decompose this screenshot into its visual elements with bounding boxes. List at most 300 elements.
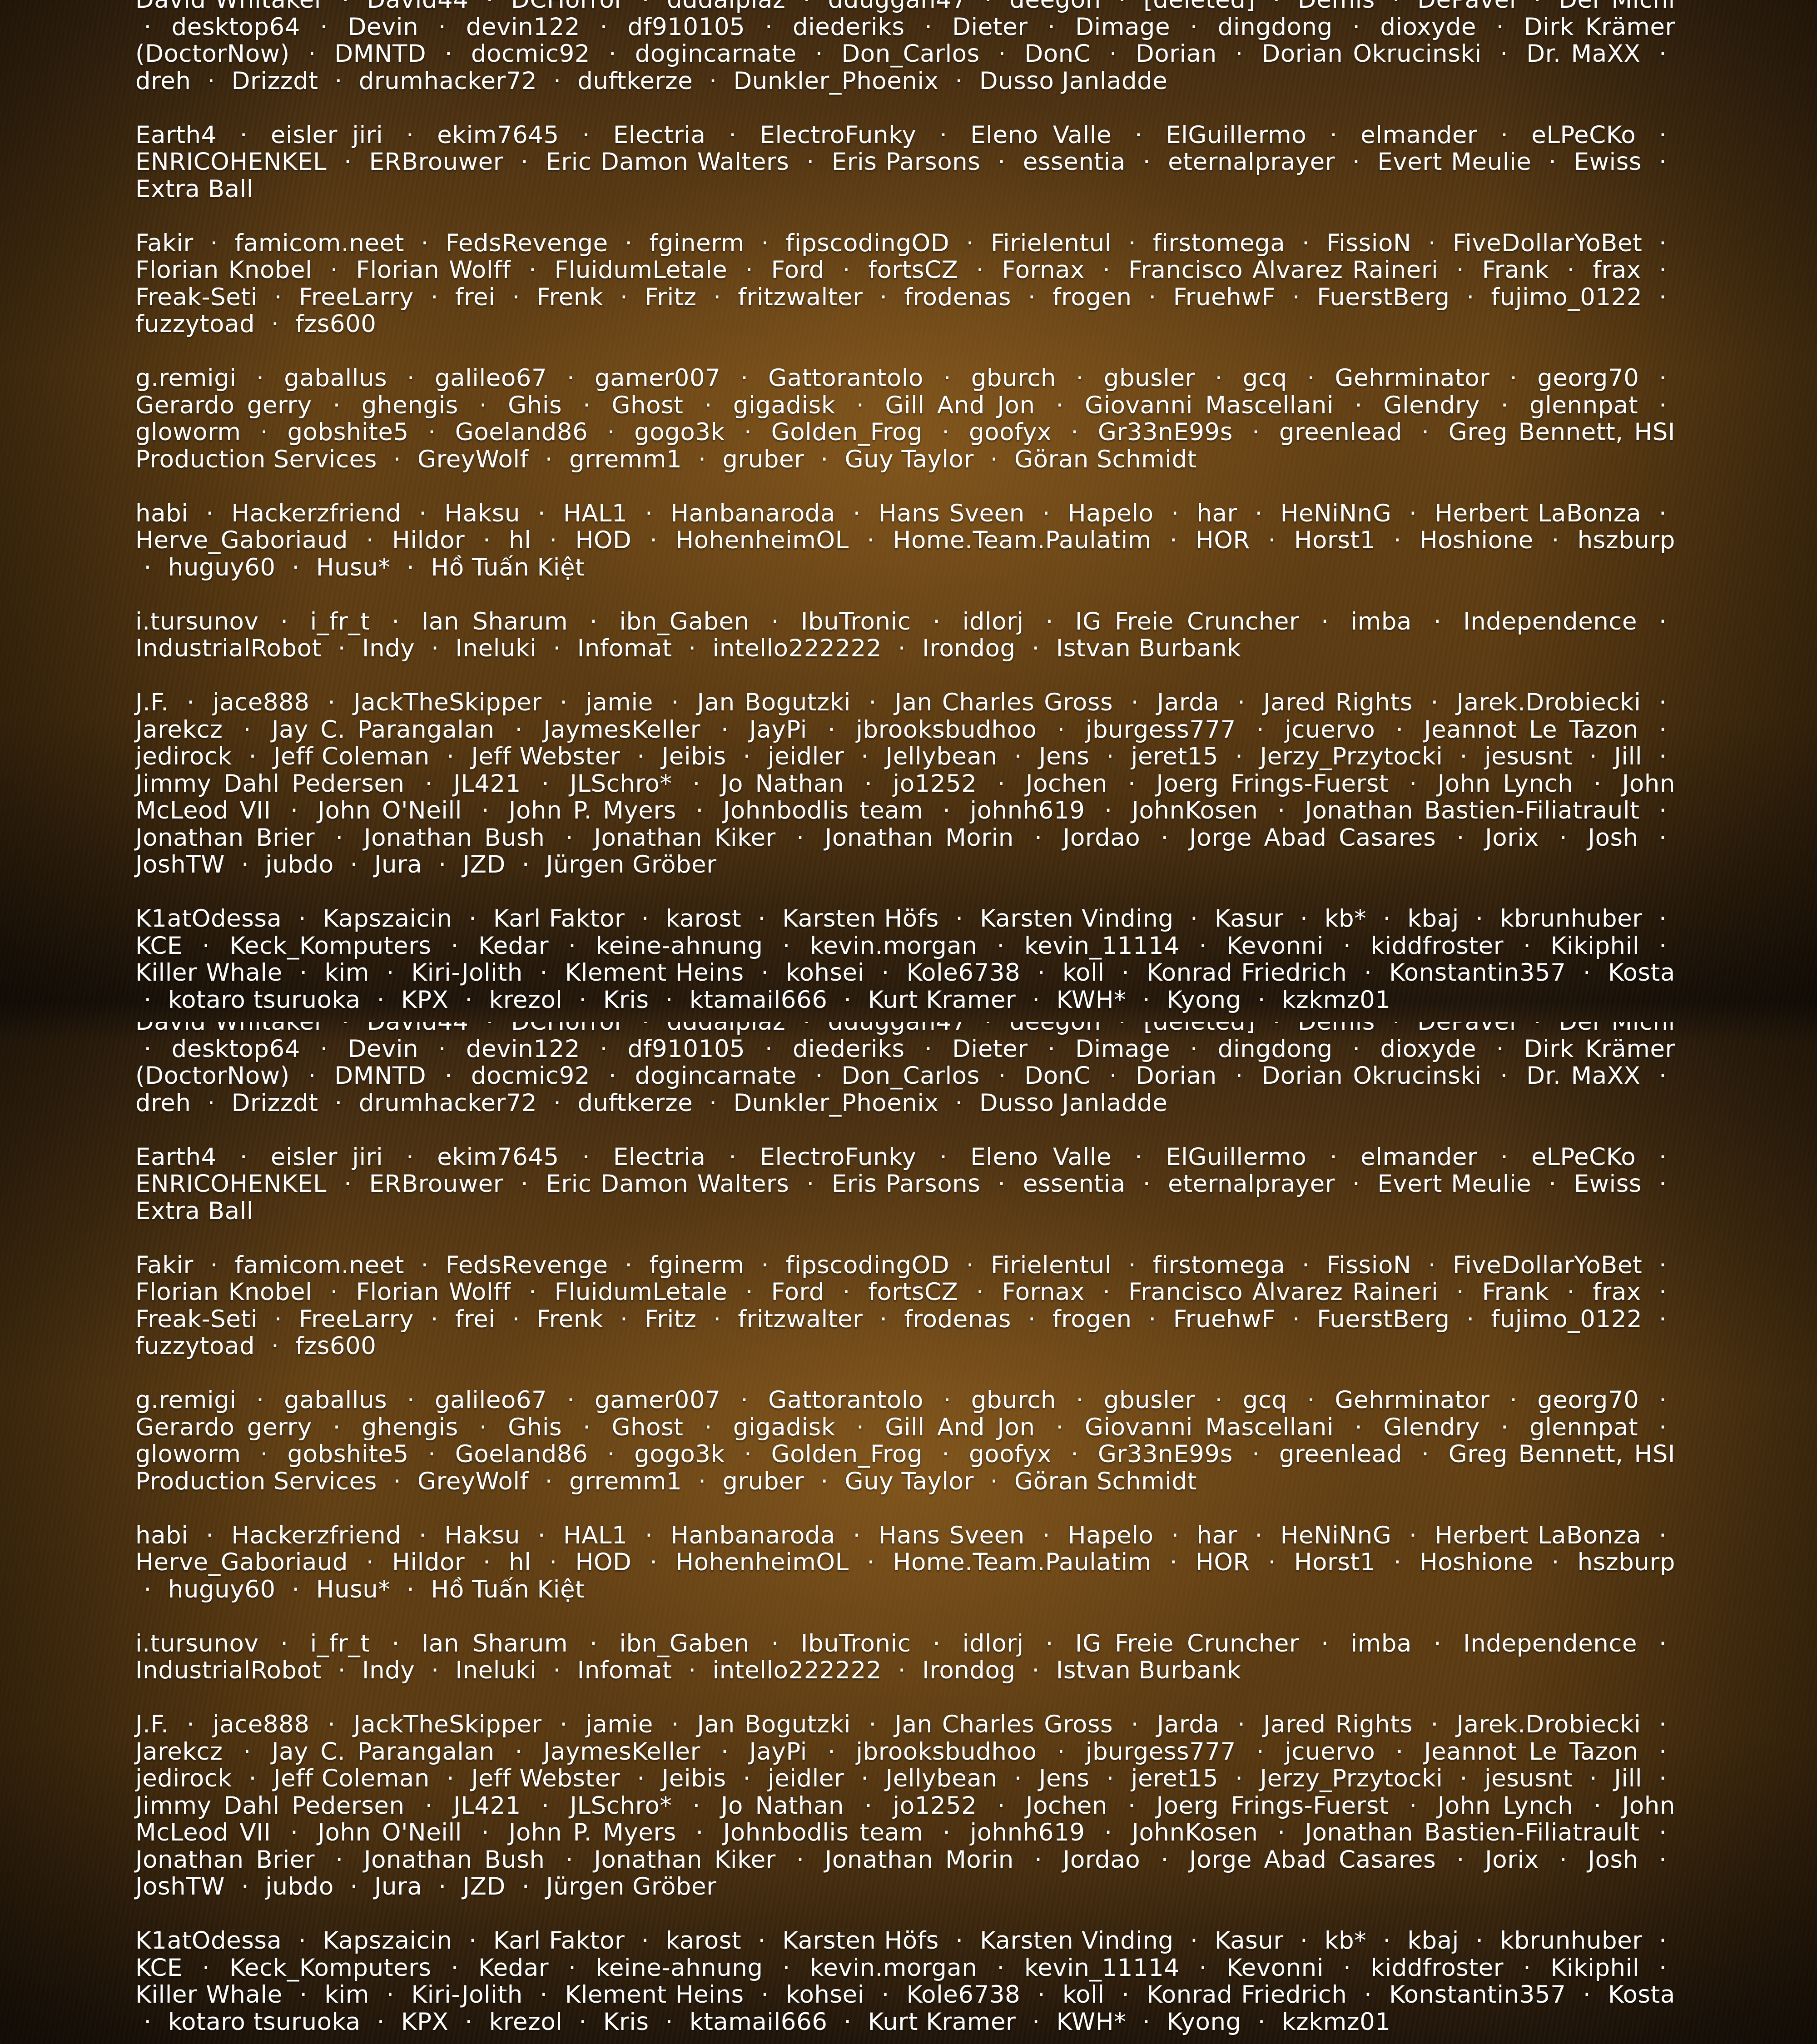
credit-name: John McLeod VII xyxy=(135,1792,1675,1847)
separator-dot: · xyxy=(283,1576,308,1603)
separator-dot: · xyxy=(1650,1251,1675,1279)
credit-name: jeidler xyxy=(768,1765,844,1792)
separator-dot: · xyxy=(411,1522,435,1549)
separator-dot: · xyxy=(398,1386,423,1414)
separator-dot: · xyxy=(947,1089,971,1117)
separator-dot: · xyxy=(705,283,730,311)
credit-name: Dirk Krämer (DoctorNow) xyxy=(135,13,1675,68)
credit-name: DonC xyxy=(1024,1062,1091,1090)
credit-name: i_fr_t xyxy=(310,608,370,635)
credit-name: Hans Sveen xyxy=(879,500,1025,527)
credit-name: kevin.morgan xyxy=(810,1954,978,1982)
credit-name: eisler jiri xyxy=(271,121,383,149)
separator-dot: · xyxy=(1651,824,1675,852)
credit-name: Frank xyxy=(1482,256,1549,284)
separator-dot: · xyxy=(1048,392,1072,419)
separator-dot: · xyxy=(1650,500,1675,527)
separator-dot: · xyxy=(873,1981,898,2009)
credit-name: Hildor xyxy=(392,1548,465,1576)
separator-dot: · xyxy=(1067,1386,1092,1414)
credit-name: devin122 xyxy=(466,1035,580,1063)
credit-name: kbaj xyxy=(1407,905,1459,933)
credit-name: Golden_Frog xyxy=(771,418,923,446)
credit-name: Keck_Komputers xyxy=(229,932,431,960)
separator-dot: · xyxy=(1023,1657,1048,1684)
separator-dot: · xyxy=(1096,797,1121,824)
separator-dot: · xyxy=(231,1143,256,1171)
credit-name: KCE xyxy=(135,1954,183,1982)
credit-name: JaymesKeller xyxy=(543,1738,700,1766)
credit-name: firstomega xyxy=(1153,1251,1285,1279)
credit-name: firstomega xyxy=(1153,229,1285,257)
credit-name: dingdong xyxy=(1218,1035,1333,1063)
separator-dot: · xyxy=(263,310,287,338)
separator-dot: · xyxy=(958,229,982,257)
credit-name: imba xyxy=(1350,608,1411,635)
credit-name: Don_Carlos xyxy=(841,40,979,68)
separator-dot: · xyxy=(457,2008,481,2036)
credit-name: Kapszaicin xyxy=(323,905,452,933)
credit-name: Dunkler_Phoenix xyxy=(733,67,938,95)
credit-name: Eris Parsons xyxy=(832,148,981,176)
separator-dot: · xyxy=(178,689,203,716)
separator-dot: · xyxy=(1291,905,1316,933)
credit-name: krezol xyxy=(489,2008,563,2036)
credit-name: Jorix xyxy=(1485,824,1539,852)
credit-name: Giovanni Mascellani xyxy=(1085,1414,1334,1441)
separator-dot: · xyxy=(1026,1846,1051,1874)
credit-name: ERBrouwer xyxy=(369,1170,503,1198)
credit-name: Istvan Burbank xyxy=(1056,1657,1241,1684)
credit-name: famicom.neet xyxy=(235,229,404,257)
credit-name: Earth4 xyxy=(135,1143,217,1171)
separator-dot: · xyxy=(720,1143,745,1171)
separator-dot: · xyxy=(1401,500,1425,527)
credit-name: jamie xyxy=(586,689,653,716)
separator-dot: · xyxy=(1098,743,1122,770)
credit-name: ghengis xyxy=(362,1414,458,1441)
credit-name: idlorj xyxy=(963,1630,1024,1657)
separator-dot: · xyxy=(1650,229,1675,257)
separator-dot: · xyxy=(750,905,774,933)
separator-dot: · xyxy=(272,608,297,635)
separator-dot: · xyxy=(1650,1170,1675,1198)
separator-dot: · xyxy=(1651,716,1675,744)
credit-name: Jonathan Kiker xyxy=(594,824,775,852)
separator-dot: · xyxy=(1094,256,1119,284)
separator-dot: · xyxy=(252,1440,276,1468)
credit-name: Kris xyxy=(603,986,649,1014)
credit-name: Hoshione xyxy=(1420,526,1534,554)
credit-name: ibn_Gaben xyxy=(619,608,749,635)
credit-name: kim xyxy=(324,1981,369,2009)
separator-dot: · xyxy=(1291,1927,1316,1955)
credit-name: ERBrouwer xyxy=(369,148,503,176)
credit-name: jesusnt xyxy=(1484,743,1573,770)
credit-name: Jo Nathan xyxy=(721,1792,844,1820)
credit-name: Ford xyxy=(771,1278,825,1306)
credit-name: Jill xyxy=(1614,743,1642,770)
separator-dot: · xyxy=(968,1278,992,1306)
credit-name: Hapelo xyxy=(1068,500,1154,527)
separator-dot: · xyxy=(1034,500,1058,527)
separator-dot: · xyxy=(233,851,257,878)
credit-name: K1atOdessa xyxy=(135,1927,282,1955)
credit-name: fortsCZ xyxy=(868,1278,958,1306)
credit-name: Hanbanaroda xyxy=(670,1522,835,1549)
credit-name: Jorge Abad Casares xyxy=(1189,1846,1436,1874)
separator-dot: · xyxy=(871,1305,896,1333)
separator-dot: · xyxy=(1559,256,1583,284)
separator-dot: · xyxy=(1161,526,1186,554)
credit-name: Dusso Janladde xyxy=(979,67,1168,95)
credit-name: Gehrminator xyxy=(1335,364,1489,392)
credit-name: Killer Whale xyxy=(135,1981,283,2009)
separator-dot: · xyxy=(1134,148,1159,176)
credit-name: JLSchro* xyxy=(570,770,672,798)
separator-dot: · xyxy=(1098,1765,1122,1792)
separator-dot: · xyxy=(641,1548,666,1576)
separator-dot: · xyxy=(1344,1170,1368,1198)
separator-dot: · xyxy=(600,1062,625,1090)
credit-name: ElectroFunky xyxy=(760,121,917,149)
separator-dot: · xyxy=(860,689,885,716)
credit-name: Jerzy_Przytocki xyxy=(1260,1765,1443,1792)
credit-name: frogen xyxy=(1052,1305,1132,1333)
credit-name: Göran Schmidt xyxy=(1014,446,1197,473)
separator-dot: · xyxy=(696,392,720,419)
credit-name: johnh619 xyxy=(970,1819,1085,1846)
separator-dot: · xyxy=(272,1630,297,1657)
credit-name: i.tursunov xyxy=(135,608,258,635)
separator-dot: · xyxy=(1182,13,1206,41)
credit-name: Jürgen Gröber xyxy=(546,1873,716,1900)
separator-dot: · xyxy=(312,13,336,41)
separator-dot: · xyxy=(1096,1819,1121,1846)
credit-name: Ineluki xyxy=(455,1657,536,1684)
separator-dot: · xyxy=(834,1278,859,1306)
credit-name: FuerstBerg xyxy=(1317,283,1450,311)
separator-dot: · xyxy=(1515,932,1539,960)
credit-name: FuerstBerg xyxy=(1317,1305,1450,1333)
credit-name: Jan Bogutzki xyxy=(697,1711,851,1738)
credit-name: Hackerzfriend xyxy=(231,500,401,527)
credit-name: JZD xyxy=(463,1873,506,1900)
separator-dot: · xyxy=(1101,1062,1125,1090)
separator-dot: · xyxy=(560,1954,585,1982)
credit-name: Josh xyxy=(1588,824,1638,852)
separator-dot: · xyxy=(990,1062,1014,1090)
separator-dot: · xyxy=(1355,959,1380,987)
credit-name: JackTheSkipper xyxy=(353,1711,541,1738)
credit-name: jace888 xyxy=(213,689,310,716)
separator-dot: · xyxy=(916,1035,941,1063)
separator-dot: · xyxy=(1246,1522,1271,1549)
separator-dot: · xyxy=(1140,1305,1165,1333)
credit-name: drumhacker72 xyxy=(359,1089,537,1117)
separator-dot: · xyxy=(1585,770,1610,798)
credit-name: Ghost xyxy=(611,1414,683,1441)
separator-dot: · xyxy=(541,526,566,554)
credit-name: Giovanni Mascellani xyxy=(1085,392,1334,419)
credit-name: Herbert LaBonza xyxy=(1435,1522,1641,1549)
credit-name: Karsten Höfs xyxy=(782,905,939,933)
credit-name: HeNiNnG xyxy=(1281,500,1392,527)
credit-name: greenlead xyxy=(1279,1440,1402,1468)
separator-dot: · xyxy=(198,500,222,527)
separator-dot: · xyxy=(551,1711,576,1738)
credit-name: JayPi xyxy=(749,1738,807,1766)
separator-dot: · xyxy=(398,364,423,392)
credit-name: IG Freie Cruncher xyxy=(1075,1630,1299,1657)
separator-dot: · xyxy=(520,1278,545,1306)
credit-name: Horst1 xyxy=(1294,526,1375,554)
separator-dot: · xyxy=(684,770,709,798)
credit-name: Karsten Höfs xyxy=(782,1927,939,1955)
separator-dot: · xyxy=(1335,932,1359,960)
credit-name: KCE xyxy=(135,932,183,960)
credit-name: K1atOdessa xyxy=(135,905,282,933)
separator-dot: · xyxy=(1244,1440,1268,1468)
separator-dot: · xyxy=(812,446,837,473)
separator-dot: · xyxy=(844,500,869,527)
credit-name: Kiri-Jolith xyxy=(411,1981,522,2009)
credit-name: kotaro tsuruoka xyxy=(168,2008,361,2036)
separator-dot: · xyxy=(342,1873,366,1900)
separator-dot: · xyxy=(735,1440,760,1468)
credit-name: georg70 xyxy=(1537,364,1639,392)
separator-dot: · xyxy=(266,283,290,311)
credit-name: Independence xyxy=(1463,1630,1637,1657)
separator-dot: · xyxy=(471,392,495,419)
separator-dot: · xyxy=(735,1765,759,1792)
credit-name: ktamail666 xyxy=(690,986,828,1014)
separator-dot: · xyxy=(178,1711,203,1738)
separator-dot: · xyxy=(357,526,382,554)
separator-dot: · xyxy=(1401,1522,1425,1549)
separator-dot: · xyxy=(319,689,344,716)
credit-name: Jura xyxy=(374,1873,422,1900)
credit-name: Herbert LaBonza xyxy=(1435,500,1641,527)
credit-name: fujimo_0122 xyxy=(1491,1305,1643,1333)
credit-name: Johnbodlis team xyxy=(723,1819,923,1846)
credit-name: fortsCZ xyxy=(868,256,958,284)
credit-name: gamer007 xyxy=(595,364,720,392)
separator-dot: · xyxy=(753,1251,777,1279)
separator-dot: · xyxy=(248,364,273,392)
separator-dot: · xyxy=(989,1170,1014,1198)
separator-dot: · xyxy=(1134,986,1158,1014)
credit-name: kohsei xyxy=(786,1981,864,2009)
separator-dot: · xyxy=(1401,770,1425,798)
separator-dot: · xyxy=(412,229,437,257)
separator-dot: · xyxy=(1492,121,1517,149)
separator-dot: · xyxy=(848,1414,872,1441)
separator-dot: · xyxy=(1037,1630,1062,1657)
credit-name: Herve_Gaboriaud xyxy=(135,526,348,554)
separator-dot: · xyxy=(457,986,481,1014)
credit-name: Hồ Tuấn Kiệt xyxy=(431,1576,585,1603)
credit-name: FissioN xyxy=(1326,1251,1411,1279)
credit-name: gaballus xyxy=(284,1386,387,1414)
credit-name: fuzzytoad xyxy=(135,1332,255,1360)
separator-dot: · xyxy=(442,932,467,960)
separator-dot: · xyxy=(1375,905,1399,933)
separator-dot: · xyxy=(263,1332,287,1360)
credit-name: fipscodingOD xyxy=(786,1251,949,1279)
separator-dot: · xyxy=(506,716,531,744)
credit-name: fginerm xyxy=(650,1251,745,1279)
credit-name: ElGuillermo xyxy=(1166,1143,1306,1171)
separator-dot: · xyxy=(684,1792,709,1820)
credit-name: HAL1 xyxy=(563,500,627,527)
credit-name: Jorix xyxy=(1485,1846,1539,1874)
credit-name: Kasur xyxy=(1215,1927,1284,1955)
separator-dot: · xyxy=(933,418,958,446)
separator-dot: · xyxy=(1269,797,1294,824)
separator-dot: · xyxy=(599,418,623,446)
separator-dot: · xyxy=(732,364,757,392)
credit-name: Ghis xyxy=(508,1414,562,1441)
separator-dot: · xyxy=(860,1711,885,1738)
separator-dot: · xyxy=(1062,418,1087,446)
separator-dot: · xyxy=(1422,1711,1447,1738)
credit-name: imba xyxy=(1350,1630,1411,1657)
separator-dot: · xyxy=(696,1414,720,1441)
separator-dot: · xyxy=(1260,1548,1284,1576)
credit-name: frax xyxy=(1593,256,1641,284)
credit-name: Jordao xyxy=(1063,824,1140,852)
credit-name: KPX xyxy=(401,2008,449,2036)
credit-name: Jeannot Le Tazon xyxy=(1424,716,1638,744)
separator-dot: · xyxy=(1515,1954,1539,1982)
separator-dot: · xyxy=(411,500,435,527)
separator-dot: · xyxy=(1540,1170,1565,1198)
credit-name: Drizzdt xyxy=(232,67,318,95)
separator-dot: · xyxy=(889,1657,914,1684)
credit-name: Konstantin357 xyxy=(1389,959,1566,987)
credit-name: Greg Bennett, HSI Production Services xyxy=(135,418,1675,473)
credit-name: Gr33nE99s xyxy=(1098,418,1233,446)
separator-dot: · xyxy=(558,1386,583,1414)
separator-dot: · xyxy=(199,1089,223,1117)
credit-name: Karsten Vinding xyxy=(980,905,1174,933)
separator-dot: · xyxy=(788,824,813,852)
separator-dot: · xyxy=(611,1305,636,1333)
separator-dot: · xyxy=(763,1630,787,1657)
credit-name: Independence xyxy=(1463,608,1637,635)
credit-name: Jan Bogutzki xyxy=(697,689,851,716)
separator-dot: · xyxy=(1458,1305,1483,1333)
separator-dot: · xyxy=(324,1414,349,1441)
separator-dot: · xyxy=(357,1548,382,1576)
separator-dot: · xyxy=(1229,689,1254,716)
separator-dot: · xyxy=(1492,392,1517,419)
separator-dot: · xyxy=(1488,13,1512,41)
credit-name: Francisco Alvarez Raineri xyxy=(1128,256,1438,284)
credit-name: Guy Taylor xyxy=(845,446,974,473)
separator-dot: · xyxy=(1458,283,1483,311)
credit-name: Horst1 xyxy=(1294,1548,1375,1576)
separator-dot: · xyxy=(512,1170,536,1198)
separator-dot: · xyxy=(1182,1035,1206,1063)
separator-dot: · xyxy=(947,1927,972,1955)
credit-name: Jonathan Kiker xyxy=(594,1846,775,1874)
separator-dot: · xyxy=(430,851,455,878)
separator-dot: · xyxy=(1113,959,1138,987)
separator-dot: · xyxy=(1467,1927,1492,1955)
credit-name: eternalprayer xyxy=(1168,148,1335,176)
separator-dot: · xyxy=(1039,13,1064,41)
separator-dot: · xyxy=(1006,743,1030,770)
separator-dot: · xyxy=(591,13,616,41)
separator-dot: · xyxy=(812,1468,837,1495)
credit-name: Jochen xyxy=(1026,770,1107,798)
credit-name: Ghost xyxy=(611,392,683,419)
separator-dot: · xyxy=(1321,121,1345,149)
separator-dot: · xyxy=(1244,418,1268,446)
credit-name: fzs600 xyxy=(295,1332,376,1360)
credit-name: ibn_Gaben xyxy=(619,1630,749,1657)
credit-name: Kiri-Jolith xyxy=(411,959,522,987)
separator-dot: · xyxy=(1229,1711,1254,1738)
separator-dot: · xyxy=(1650,1927,1675,1955)
credit-name: habi xyxy=(135,500,188,527)
credit-name: Kyong xyxy=(1167,986,1241,1014)
separator-dot: · xyxy=(989,770,1013,798)
credit-name: HOR xyxy=(1196,1548,1250,1576)
separator-dot: · xyxy=(460,1927,485,1955)
separator-dot: · xyxy=(1650,1522,1675,1549)
credit-name: goofyx xyxy=(969,1440,1052,1468)
credit-name: Gr33nE99s xyxy=(1098,1440,1233,1468)
credit-name: Florian Knobel xyxy=(135,256,312,284)
credit-name: Jellybean xyxy=(886,1765,998,1792)
credit-name: Kole6738 xyxy=(907,1981,1021,2009)
credit-name: FruehwF xyxy=(1173,283,1276,311)
credit-name: Fornax xyxy=(1002,256,1085,284)
credit-name: jesusnt xyxy=(1484,1765,1573,1792)
separator-dot: · xyxy=(329,1657,354,1684)
credit-name: greenlead xyxy=(1279,418,1402,446)
credit-name: FruehwF xyxy=(1173,1305,1276,1333)
credit-name: gogo3k xyxy=(634,418,725,446)
separator-dot: · xyxy=(935,1386,959,1414)
separator-dot: · xyxy=(835,2008,860,2036)
credit-name: Killer Whale xyxy=(135,959,283,987)
credit-name: Karl Faktor xyxy=(493,905,625,933)
credit-name: John Lynch xyxy=(1438,1792,1574,1820)
separator-dot: · xyxy=(1650,1143,1675,1171)
separator-dot: · xyxy=(513,851,538,878)
credit-name: FiveDollarYoBet xyxy=(1453,229,1642,257)
separator-dot: · xyxy=(947,905,972,933)
separator-dot: · xyxy=(430,1035,454,1063)
credit-name: Jarek.Drobiecki xyxy=(1457,689,1641,716)
credit-name: Kikiphil xyxy=(1551,1954,1640,1982)
separator-dot: · xyxy=(240,743,265,770)
credit-name: kzkmz01 xyxy=(1282,2008,1391,2036)
credit-name: Home.Team.Paulatim xyxy=(893,526,1152,554)
separator-dot: · xyxy=(735,418,760,446)
credit-name: Jeff Coleman xyxy=(273,1765,430,1792)
credit-name: huguy60 xyxy=(168,1576,276,1603)
credit-name: docmic92 xyxy=(471,1062,590,1090)
credit-name: Kevonni xyxy=(1226,1954,1324,1982)
credit-name: kevin_11114 xyxy=(1024,1954,1180,1982)
credit-name: Josh xyxy=(1588,1846,1638,1874)
credit-name: JoshTW xyxy=(135,1873,225,1900)
